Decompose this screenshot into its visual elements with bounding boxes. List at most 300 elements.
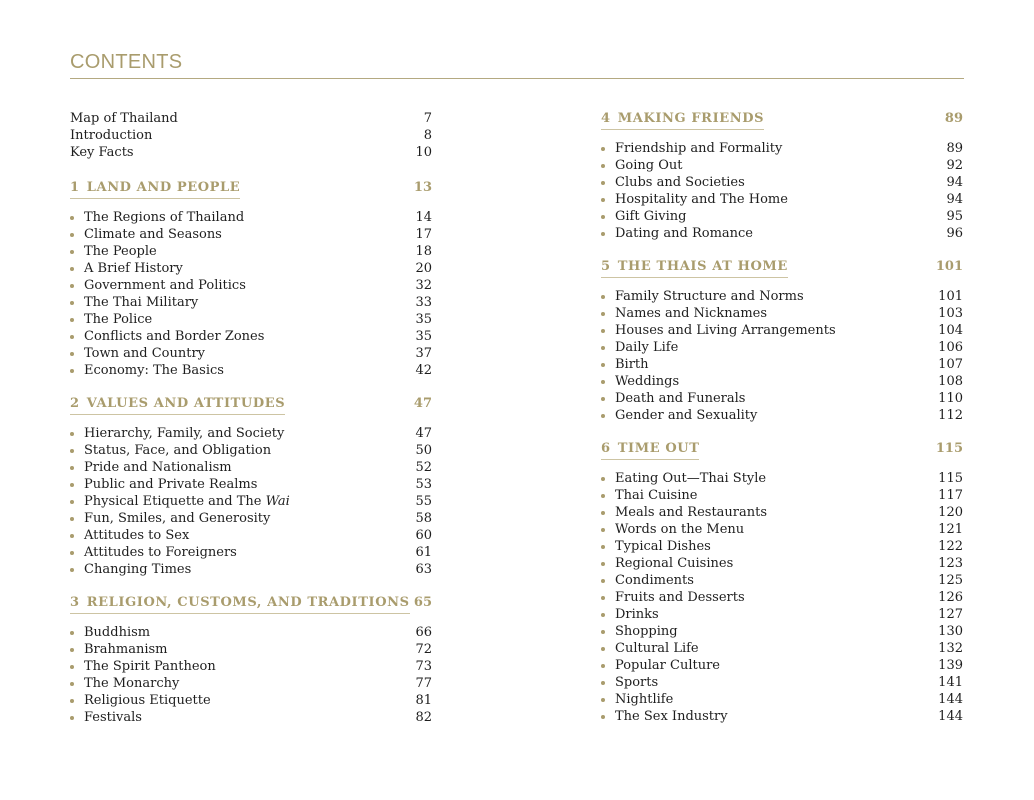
bullet-icon (70, 483, 74, 487)
toc-entry[interactable] (70, 442, 432, 459)
toc-entry-text: Condiments (615, 573, 694, 588)
toc-entry-page: 94 (946, 192, 963, 207)
page-title: CONTENTS (70, 51, 183, 73)
toc-entry-text: Popular Culture (615, 658, 720, 673)
bullet-icon (70, 352, 74, 356)
bullet-icon (601, 511, 605, 515)
toc-entry-label (70, 311, 152, 328)
toc-entry[interactable] (70, 544, 432, 561)
toc-entry-page: 110 (938, 391, 963, 406)
chapter-title-text: RELIGION, CUSTOMS, AND TRADITIONS (86, 595, 410, 610)
toc-entry-page: 20 (415, 261, 432, 276)
toc-entry-label (70, 624, 150, 641)
toc-entry-page: 108 (938, 374, 963, 389)
toc-entry-page: 122 (938, 539, 963, 554)
chapter-section-list (70, 425, 432, 578)
chapter-title (601, 258, 788, 278)
toc-entry-text: Buddhism (84, 625, 151, 640)
chapter-heading[interactable] (70, 594, 432, 618)
toc-entry-label (70, 658, 216, 675)
toc-entry-label (70, 425, 284, 442)
toc-entry[interactable] (601, 674, 963, 691)
toc-entry[interactable] (70, 561, 432, 578)
toc-entry[interactable] (70, 624, 432, 641)
chapter-title (70, 179, 240, 199)
toc-entry[interactable] (70, 209, 432, 226)
chapter-number: 1 (70, 180, 80, 195)
chapter-title (601, 440, 699, 460)
toc-entry-label: Introduction (70, 128, 153, 143)
toc-entry-text: Friendship and Formality (615, 141, 783, 156)
toc-entry-label (70, 328, 264, 345)
toc-entry[interactable] (601, 521, 963, 538)
toc-entry[interactable] (70, 675, 432, 692)
toc-entry[interactable] (601, 606, 963, 623)
bullet-icon (601, 681, 605, 685)
toc-entry[interactable] (601, 225, 963, 242)
bullet-icon (601, 562, 605, 566)
bullet-icon (601, 596, 605, 600)
toc-entry[interactable] (601, 339, 963, 356)
toc-entry-label (70, 527, 189, 544)
toc-entry-page: 37 (415, 346, 432, 361)
bullet-icon (601, 647, 605, 651)
toc-entry-text: Words on the Menu (615, 522, 745, 537)
bullet-icon (70, 267, 74, 271)
toc-entry-text: The Sex Industry (615, 709, 728, 724)
toc-entry-page: 77 (415, 676, 432, 691)
toc-entry-text: Government and Politics (84, 278, 246, 293)
chapter-title-text: THE THAIS AT HOME (617, 259, 788, 274)
toc-entry-label (601, 487, 697, 504)
toc-entry[interactable] (601, 157, 963, 174)
toc-entry-text: Climate and Seasons (84, 227, 222, 242)
toc-entry-label (601, 305, 767, 322)
toc-entry-page: 144 (938, 709, 963, 724)
toc-entry[interactable] (601, 407, 963, 424)
toc-entry-page: 123 (938, 556, 963, 571)
toc-entry-page: 17 (415, 227, 432, 242)
bullet-icon (70, 466, 74, 470)
bullet-icon (601, 181, 605, 185)
toc-entry-label (601, 555, 733, 572)
bullet-icon (70, 250, 74, 254)
bullet-icon (601, 477, 605, 481)
toc-entry-text: Fruits and Desserts (615, 590, 745, 605)
toc-entry-page: 55 (415, 494, 432, 509)
chapter-number: 2 (70, 396, 80, 411)
toc-entry-text: Houses and Living Arrangements (615, 323, 836, 338)
toc-entry-page: 66 (415, 625, 432, 640)
toc-entry-page: 139 (938, 658, 963, 673)
toc-entry-label (601, 191, 788, 208)
toc-entry-label (70, 345, 205, 362)
toc-entry[interactable] (70, 476, 432, 493)
chapter-page: 65 (413, 595, 432, 610)
toc-entry[interactable] (70, 294, 432, 311)
toc-entry[interactable] (601, 504, 963, 521)
toc-entry-label (70, 476, 257, 493)
toc-entry-label (601, 538, 711, 555)
toc-entry[interactable] (70, 493, 432, 510)
toc-entry-label (601, 288, 804, 305)
toc-entry-page: 120 (938, 505, 963, 520)
toc-entry-label (601, 208, 686, 225)
toc-entry-text: Economy: The Basics (84, 363, 224, 378)
toc-entry-page: 52 (415, 460, 432, 475)
chapter-number: 6 (601, 441, 611, 456)
toc-entry-page: 141 (938, 675, 963, 690)
toc-entry-page: 92 (946, 158, 963, 173)
bullet-icon (70, 699, 74, 703)
toc-entry[interactable] (70, 243, 432, 260)
chapter-title-text: TIME OUT (617, 441, 700, 456)
toc-entry-page: 60 (415, 528, 432, 543)
toc-entry[interactable] (601, 623, 963, 640)
toc-entry-label (70, 675, 179, 692)
toc-entry[interactable] (601, 356, 963, 373)
toc-entry-label (601, 657, 720, 674)
bullet-icon (70, 369, 74, 373)
toc-entry-text: Religious Etiquette (84, 693, 211, 708)
toc-entry-text: Going Out (615, 158, 683, 173)
toc-entry-label (70, 510, 270, 527)
toc-entry-text: Clubs and Societies (615, 175, 745, 190)
toc-entry-label (601, 322, 836, 339)
bullet-icon (70, 500, 74, 504)
toc-entry-label (601, 623, 678, 640)
bullet-icon (601, 715, 605, 719)
bullet-icon (601, 664, 605, 668)
toc-entry[interactable] (70, 362, 432, 379)
bullet-icon (601, 232, 605, 236)
toc-entry-page: 58 (415, 511, 432, 526)
toc-entry-label (601, 373, 679, 390)
toc-entry-label (601, 140, 782, 157)
chapter-section-list (70, 624, 432, 726)
toc-entry-text: The Police (84, 312, 153, 327)
chapter-title (70, 594, 410, 614)
toc-entry-page: 8 (423, 128, 432, 143)
toc-entry[interactable] (70, 110, 432, 127)
bullet-icon (601, 295, 605, 299)
bullet-icon (601, 380, 605, 384)
toc-entry-label (70, 641, 168, 658)
toc-entry-text: Typical Dishes (615, 539, 711, 554)
toc-entry[interactable] (70, 311, 432, 328)
toc-entry-label (70, 294, 198, 311)
toc-entry[interactable] (601, 487, 963, 504)
toc-entry[interactable] (70, 459, 432, 476)
toc-entry[interactable] (601, 589, 963, 606)
toc-entry-label (601, 521, 744, 538)
toc-entry-text: Sports (615, 675, 659, 690)
toc-entry[interactable] (70, 277, 432, 294)
toc-entry[interactable] (601, 322, 963, 339)
toc-entry-page: 35 (415, 329, 432, 344)
chapter-number: 4 (601, 111, 611, 126)
toc-entry-text: Brahmanism (84, 642, 168, 657)
bullet-icon (601, 528, 605, 532)
bullet-icon (70, 449, 74, 453)
chapter-heading[interactable] (601, 440, 963, 464)
toc-entry-label (70, 493, 290, 510)
toc-entry[interactable] (601, 538, 963, 555)
toc-entry[interactable] (70, 425, 432, 442)
bullet-icon (70, 216, 74, 220)
chapter-title-text: MAKING FRIENDS (617, 111, 765, 126)
toc-entry-label (70, 692, 211, 709)
chapter-heading[interactable] (70, 395, 432, 419)
toc-entry-label (601, 470, 766, 487)
toc-entry-label (70, 260, 183, 277)
bullet-icon (601, 346, 605, 350)
toc-entry[interactable] (70, 127, 432, 144)
chapter-heading[interactable] (601, 258, 963, 282)
toc-entry[interactable] (70, 692, 432, 709)
toc-entry[interactable] (70, 641, 432, 658)
toc-entry-page: 112 (938, 408, 963, 423)
toc-entry-label (601, 572, 694, 589)
toc-entry-page: 82 (415, 710, 432, 725)
bullet-icon (70, 682, 74, 686)
toc-entry-label (601, 225, 753, 242)
toc-entry-text: The Regions of Thailand (84, 210, 245, 225)
toc-entry-text: Physical Etiquette and The (84, 494, 266, 509)
bullet-icon (70, 318, 74, 322)
toc-entry-text: Status, Face, and Obligation (84, 443, 272, 458)
chapter-page: 115 (935, 441, 963, 456)
bullet-icon (601, 312, 605, 316)
toc-entry[interactable] (601, 373, 963, 390)
toc-entry[interactable] (601, 572, 963, 589)
toc-entry[interactable] (601, 708, 963, 725)
chapter-title (601, 110, 764, 130)
toc-entry-text: The People (84, 244, 157, 259)
bullet-icon (70, 517, 74, 521)
toc-entry-text: Meals and Restaurants (615, 505, 768, 520)
chapter-title-text: VALUES AND ATTITUDES (86, 396, 286, 411)
toc-entry-label (70, 277, 246, 294)
toc-entry[interactable] (601, 208, 963, 225)
toc-entry-page: 73 (415, 659, 432, 674)
toc-entry-page: 132 (938, 641, 963, 656)
toc-entry[interactable] (601, 288, 963, 305)
toc-entry-text: Dating and Romance (615, 226, 753, 241)
bullet-icon (601, 494, 605, 498)
toc-entry-text: Nightlife (615, 692, 674, 707)
toc-entry-label (601, 708, 728, 725)
toc-entry-page: 53 (415, 477, 432, 492)
toc-entry[interactable] (70, 658, 432, 675)
toc-entry-page: 7 (423, 111, 432, 126)
toc-entry[interactable] (601, 390, 963, 407)
toc-entry-text: Conflicts and Border Zones (84, 329, 265, 344)
toc-entry-text: Attitudes to Foreigners (84, 545, 237, 560)
bullet-icon (601, 698, 605, 702)
toc-entry-page: 42 (415, 363, 432, 378)
toc-entry-text: Gender and Sexuality (615, 408, 758, 423)
toc-entry-text: Drinks (615, 607, 659, 622)
toc-entry-label (601, 691, 673, 708)
toc-entry[interactable] (70, 260, 432, 277)
toc-entry[interactable] (70, 510, 432, 527)
toc-entry-text: Festivals (84, 710, 142, 725)
toc-entry[interactable] (70, 226, 432, 243)
toc-entry[interactable] (70, 345, 432, 362)
toc-entry[interactable] (70, 328, 432, 345)
toc-entry-page: 33 (415, 295, 432, 310)
bullet-icon (601, 363, 605, 367)
chapter-number: 3 (70, 595, 80, 610)
toc-entry-label (70, 459, 232, 476)
toc-entry-text: The Thai Military (84, 295, 199, 310)
bullet-icon (70, 568, 74, 572)
bullet-icon (70, 551, 74, 555)
toc-entry[interactable] (601, 555, 963, 572)
bullet-icon (601, 613, 605, 617)
chapter-page: 47 (413, 396, 432, 411)
toc-entry[interactable] (601, 305, 963, 322)
toc-entry-text: Death and Funerals (615, 391, 746, 406)
toc-entry-text: Birth (615, 357, 649, 372)
bullet-icon (601, 630, 605, 634)
toc-entry-page: 127 (938, 607, 963, 622)
toc-entry-label (601, 589, 745, 606)
chapter-page: 89 (944, 111, 963, 126)
toc-entry-label (70, 709, 142, 726)
toc-entry-page: 103 (938, 306, 963, 321)
bullet-icon (601, 164, 605, 168)
bullet-icon (70, 716, 74, 720)
toc-entry[interactable] (601, 470, 963, 487)
toc-entry-page: 107 (938, 357, 963, 372)
toc-entry-page: 47 (415, 426, 432, 441)
toc-entry-label: Map of Thailand (70, 111, 178, 126)
toc-entry-page: 106 (938, 340, 963, 355)
toc-entry-text: Changing Times (84, 562, 192, 577)
toc-entry-text: Names and Nicknames (615, 306, 768, 321)
bullet-icon (70, 534, 74, 538)
toc-entry-text: Shopping (615, 624, 678, 639)
toc-entry-label (70, 544, 237, 561)
bullet-icon (70, 648, 74, 652)
toc-entry-text: The Spirit Pantheon (84, 659, 216, 674)
chapter-section-list (601, 470, 963, 725)
toc-entry-text: Attitudes to Sex (84, 528, 190, 543)
toc-entry-italic: Wai (265, 494, 290, 509)
toc-entry[interactable] (601, 640, 963, 657)
toc-entry-label (601, 407, 757, 424)
toc-entry[interactable] (70, 709, 432, 726)
toc-entry-page: 121 (938, 522, 963, 537)
chapter-page: 13 (413, 180, 432, 195)
chapter-section-list (601, 288, 963, 424)
toc-entry-page: 61 (415, 545, 432, 560)
toc-entry-label (601, 640, 699, 657)
toc-entry-page: 144 (938, 692, 963, 707)
toc-entry-page: 50 (415, 443, 432, 458)
chapter-heading[interactable] (601, 110, 963, 134)
toc-entry-text: Fun, Smiles, and Generosity (84, 511, 271, 526)
bullet-icon (601, 579, 605, 583)
chapter-section-list (70, 209, 432, 379)
toc-entry-text: Cultural Life (615, 641, 699, 656)
bullet-icon (70, 284, 74, 288)
toc-entry-page: 14 (415, 210, 432, 225)
toc-entry[interactable] (601, 657, 963, 674)
bullet-icon (601, 198, 605, 202)
bullet-icon (601, 147, 605, 151)
toc-entry-label (601, 356, 649, 373)
chapter-section-list (601, 140, 963, 242)
toc-entry-page: 117 (938, 488, 963, 503)
toc-entry-text: Regional Cuisines (615, 556, 734, 571)
toc-entry[interactable] (601, 191, 963, 208)
chapter-number: 5 (601, 259, 611, 274)
toc-entry-page: 81 (415, 693, 432, 708)
bullet-icon (70, 301, 74, 305)
bullet-icon (601, 329, 605, 333)
bullet-icon (601, 397, 605, 401)
toc-entry-text: Town and Country (84, 346, 205, 361)
toc-entry-page: 10 (415, 145, 432, 160)
toc-entry-label (601, 606, 659, 623)
toc-entry-page: 104 (938, 323, 963, 338)
toc-entry-page: 94 (946, 175, 963, 190)
toc-entry[interactable] (70, 144, 432, 161)
bullet-icon (601, 215, 605, 219)
toc-entry-page: 125 (938, 573, 963, 588)
toc-entry-label (70, 561, 191, 578)
toc-entry-page: 18 (415, 244, 432, 259)
toc-entry[interactable] (601, 174, 963, 191)
bullet-icon (70, 432, 74, 436)
chapter-heading[interactable] (70, 179, 432, 203)
chapter-title (70, 395, 285, 415)
toc-entry[interactable] (601, 140, 963, 157)
toc-entry-page: 115 (938, 471, 963, 486)
toc-entry-page: 96 (946, 226, 963, 241)
toc-entry-page: 32 (415, 278, 432, 293)
chapter-page: 101 (935, 259, 963, 274)
toc-entry[interactable] (70, 527, 432, 544)
toc-entry-page: 130 (938, 624, 963, 639)
toc-entry-label (601, 504, 767, 521)
toc-entry-label (70, 442, 271, 459)
toc-entry-text: Gift Giving (615, 209, 687, 224)
toc-entry[interactable] (601, 691, 963, 708)
chapter-title-text: LAND AND PEOPLE (86, 180, 241, 195)
toc-entry-label (601, 174, 745, 191)
toc-entry-page: 126 (938, 590, 963, 605)
toc-entry-text: Daily Life (615, 340, 679, 355)
toc-entry-label: Key Facts (70, 145, 134, 160)
toc-entry-label (70, 362, 224, 379)
toc-entry-text: Thai Cuisine (615, 488, 698, 503)
toc-entry-label (70, 243, 157, 260)
toc-entry-text: Weddings (615, 374, 680, 389)
toc-entry-page: 35 (415, 312, 432, 327)
toc-entry-text: The Monarchy (84, 676, 180, 691)
toc-entry-page: 89 (946, 141, 963, 156)
toc-entry-text: Family Structure and Norms (615, 289, 804, 304)
toc-entry-text: Pride and Nationalism (84, 460, 232, 475)
toc-entry-page: 63 (415, 562, 432, 577)
toc-entry-text: Hierarchy, Family, and Society (84, 426, 285, 441)
toc-entry-label (70, 209, 244, 226)
toc-entry-label (601, 390, 745, 407)
